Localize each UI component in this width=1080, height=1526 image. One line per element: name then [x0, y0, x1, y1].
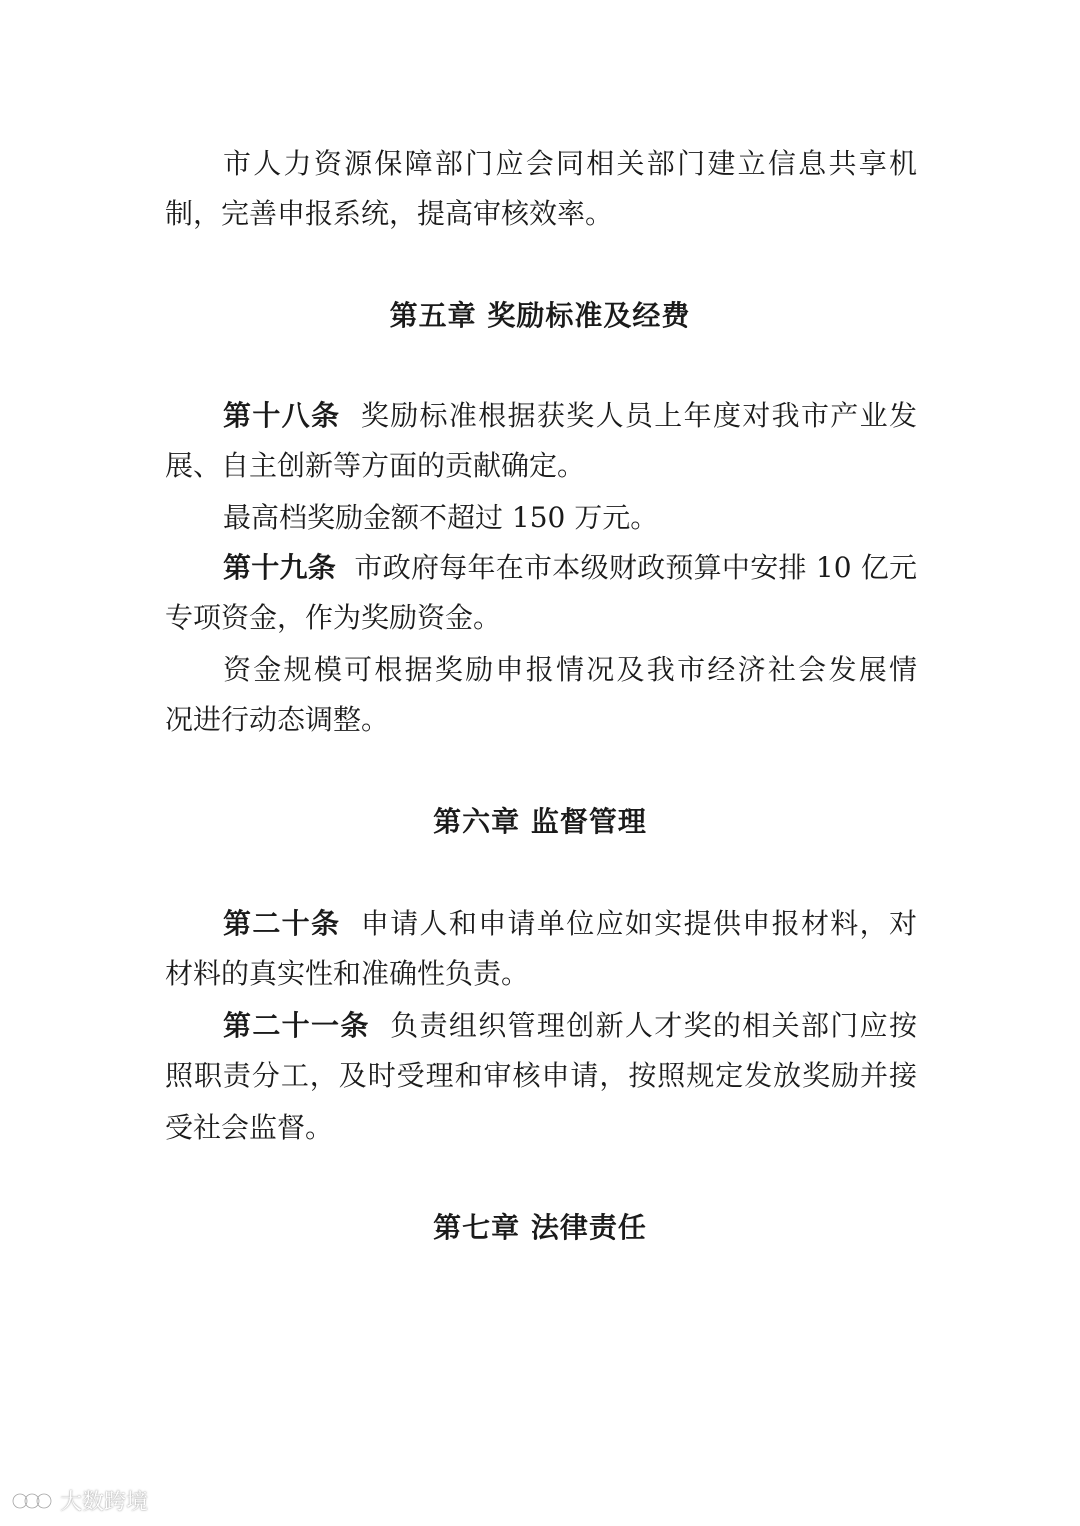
article-20-line-1: [223, 906, 917, 942]
article-label: 第十八条: [223, 399, 341, 432]
chapter-heading-7: 第七章 法律责任: [433, 1211, 647, 1244]
paragraph-line: 最高档奖励金额不超过 150 万元。: [223, 501, 659, 534]
article-label: 第二十一条: [223, 1009, 370, 1042]
paragraph-line: 展、自主创新等方面的贡献确定。: [165, 449, 586, 482]
article-21-line-1: [223, 1008, 917, 1044]
article-19-line-1: [223, 550, 917, 586]
article-label: 第十九条: [223, 551, 337, 584]
paragraph-line: 受社会监督。: [165, 1111, 334, 1144]
article-label: 第二十条: [223, 907, 341, 940]
article-text: 奖励标准根据获奖人员上年度对我市产业发: [360, 399, 917, 432]
chapter-heading-6: 第六章 监督管理: [433, 805, 647, 838]
watermark-text: 大数跨境: [60, 1490, 149, 1515]
paragraph-line: 材料的真实性和准确性负责。: [165, 957, 530, 990]
paragraph-line: 制，完善申报系统，提高审核效率。: [165, 197, 614, 230]
paragraph-line: 况进行动态调整。: [165, 703, 390, 736]
paragraph-line: 资金规模可根据奖励申报情况及我市经济社会发展情: [223, 653, 917, 686]
article-text: 申请人和申请单位应如实提供申报材料，对: [360, 907, 917, 940]
watermark: [10, 1485, 148, 1516]
article-text: 负责组织管理创新人才奖的相关部门应按: [390, 1009, 917, 1042]
paragraph-line: 照职责分工，及时受理和审核申请，按照规定发放奖励并接: [165, 1059, 917, 1092]
article-18-line-1: [223, 398, 917, 434]
article-text: 市政府每年在市本级财政预算中安排 10 亿元: [354, 551, 917, 584]
chapter-heading-5: 第五章 奖励标准及经费: [389, 299, 691, 332]
chain-link-logo-icon: [10, 1489, 54, 1513]
paragraph-line: 市人力资源保障部门应会同相关部门建立信息共享机: [223, 147, 917, 180]
paragraph-line: 专项资金，作为奖励资金。: [165, 601, 502, 634]
